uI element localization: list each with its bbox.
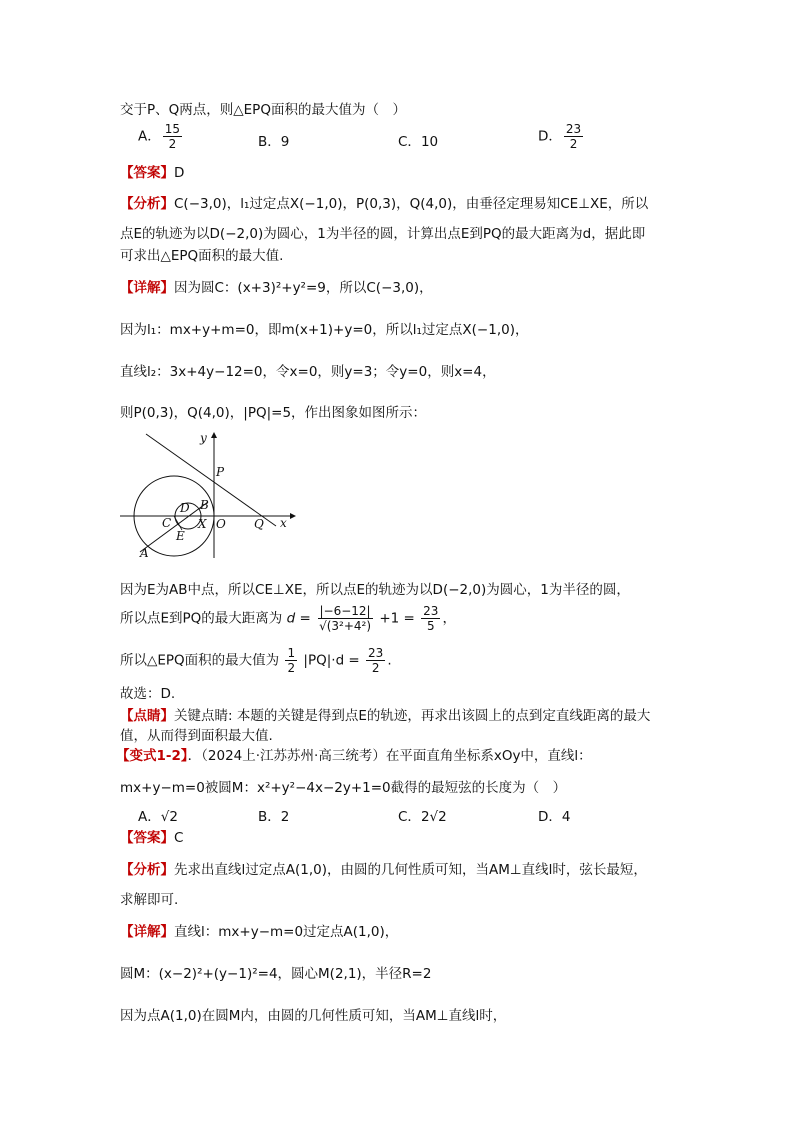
tip-line-2: 值，从而得到面积最大值. <box>120 728 273 744</box>
option-d <box>538 122 585 151</box>
option-letter: B． <box>258 134 281 150</box>
x-axis-arrow <box>290 513 296 519</box>
line-pq <box>146 434 276 526</box>
distance-line <box>120 604 456 633</box>
distance-fraction: $\frac{|-6-12|}{\text{√(3²+4²)}}$ <box>319 604 372 633</box>
question-stem-end: 交于P、Q两点，则△EPQ面积的最大值为（ ） <box>120 102 406 118</box>
variant-tag: 【变式1-2】 <box>116 748 188 764</box>
option-fraction: $\frac{23}{2}$ <box>565 122 582 151</box>
figure-svg <box>118 430 298 560</box>
variant-analysis-line-1 <box>120 858 647 878</box>
y-axis-arrow <box>211 432 217 438</box>
variant-detail-line-3: 因为点A(1,0)在圆M内，由圆的几何性质可知，当AM⊥直线l时， <box>120 1008 507 1024</box>
variant-analysis-tag: 【分析】 <box>120 862 174 878</box>
label-d: D <box>180 501 190 515</box>
option-value: 2√2 <box>420 809 447 825</box>
distance-prefix: 所以点E到PQ的最大距离为 <box>120 610 283 627</box>
variant-answer-line <box>120 826 183 846</box>
variant-detail-text: 直线l：mx+y−m=0过定点A(1,0)， <box>174 924 399 940</box>
option-letter: A． <box>138 128 161 145</box>
variant-option-d <box>538 805 571 825</box>
option-letter: D． <box>538 128 562 145</box>
after-figure-line-1: 因为E为AB中点，所以CE⊥XE，所以点E的轨迹为以D(−2,0)为圆心，1为半径的圆， <box>120 582 630 598</box>
answer-line <box>120 161 184 181</box>
segment-ce <box>174 516 182 530</box>
label-x-point: X <box>198 517 207 531</box>
option-letter: D． <box>538 809 562 825</box>
variant-analysis-line-2: 求解即可. <box>120 892 179 908</box>
detail-line-3: 直线l₂：3x+4y−12=0，令x=0，则y=3；令y=0，则x=4， <box>120 364 496 380</box>
option-letter: C． <box>398 134 421 150</box>
variant-answer-tag: 【答案】 <box>120 830 174 846</box>
distance-mid: +1 = <box>379 610 415 627</box>
variant-option-c <box>398 805 447 825</box>
choose-line: 故选：D. <box>120 686 176 702</box>
area-result: $\frac{23}{2}$ <box>368 646 384 675</box>
area-line <box>120 646 392 675</box>
label-q: Q <box>254 517 264 531</box>
option-b <box>258 130 289 150</box>
variant-stem-text: ．（2024上·江苏苏州·高三统考）在平面直角坐标系xOy中，直线l： <box>187 748 592 764</box>
variant-stem-line-2: mx+y−m=0被圆M：x²+y²−4x−2y+1=0截得的最短弦的长度为（ ） <box>120 780 567 796</box>
analysis-line-2: 点E的轨迹为以D(−2,0)为圆心，1为半径的圆，计算出点E到PQ的最大距离为d，据此即 <box>120 226 646 242</box>
variant-detail-tag: 【详解】 <box>120 924 174 940</box>
detail-line-4: 则P(0,3)，Q(4,0)，|PQ|=5，作出图象如图所示： <box>120 405 427 421</box>
option-value: 10 <box>420 134 439 150</box>
variant-option-b <box>258 805 289 825</box>
variant-stem-line-1 <box>116 744 592 764</box>
label-a: A <box>140 546 149 560</box>
distance-end: ， <box>442 610 456 627</box>
option-a <box>138 122 184 151</box>
distance-symbol: d = <box>286 610 311 627</box>
analysis-line-3: 可求出△EPQ面积的最大值. <box>120 248 284 264</box>
label-x: x <box>280 516 287 530</box>
area-mid: |PQ|·d = <box>303 652 360 669</box>
option-value: 2 <box>280 809 290 825</box>
variant-analysis-text: 先求出直线l过定点A(1,0)，由圆的几何性质可知，当AM⊥直线l时，弦长最短， <box>174 862 647 878</box>
variant-option-a <box>138 805 178 825</box>
geometry-figure <box>118 430 298 560</box>
analysis-tag: 【分析】 <box>120 196 174 212</box>
variant-answer-value: C <box>174 830 184 846</box>
analysis-line-1 <box>120 192 648 212</box>
tip-line-1 <box>120 704 650 724</box>
label-e: E <box>176 529 185 543</box>
detail-tag: 【详解】 <box>120 280 174 296</box>
label-y: y <box>200 431 207 445</box>
detail-text: 因为圆C：(x+3)²+y²=9，所以C(−3,0)， <box>174 280 433 296</box>
option-c <box>398 130 438 150</box>
label-c: C <box>162 516 172 530</box>
area-end: . <box>387 652 392 669</box>
option-value: 9 <box>280 134 290 150</box>
label-o: O <box>216 517 226 531</box>
detail-line-1 <box>120 276 433 296</box>
option-value: 4 <box>561 809 571 825</box>
detail-line-2: 因为l₁：mx+y+m=0，即m(x+1)+y=0，所以l₁过定点X(−1,0)， <box>120 322 529 338</box>
variant-detail-line-2: 圆M：(x−2)²+(y−1)²=4，圆心M(2,1)，半径R=2 <box>120 966 432 982</box>
area-prefix: 所以△EPQ面积的最大值为 <box>120 652 280 669</box>
label-p: P <box>216 465 225 479</box>
option-value: √2 <box>160 809 178 825</box>
answer-tag: 【答案】 <box>120 165 174 181</box>
option-letter: C． <box>398 809 421 825</box>
analysis-text: C(−3,0)，l₁过定点X(−1,0)，P(0,3)，Q(4,0)，由垂径定理易知CE⊥XE，所以 <box>174 196 649 212</box>
option-letter: B． <box>258 809 281 825</box>
option-letter: A． <box>138 809 161 825</box>
variant-detail-line-1 <box>120 920 398 940</box>
label-b: B <box>200 498 209 512</box>
option-fraction: $\frac{15}{2}$ <box>164 122 181 151</box>
tip-text: 关键点睛: 本题的关键是得到点E的轨迹，再求出该圆上的点到定直线距离的最大 <box>174 708 651 724</box>
tip-tag: 【点睛】 <box>120 708 174 724</box>
distance-result: $\frac{23}{5}$ <box>423 604 439 633</box>
answer-value: D <box>174 165 185 181</box>
area-half: $\frac{1}{2}$ <box>287 646 296 675</box>
